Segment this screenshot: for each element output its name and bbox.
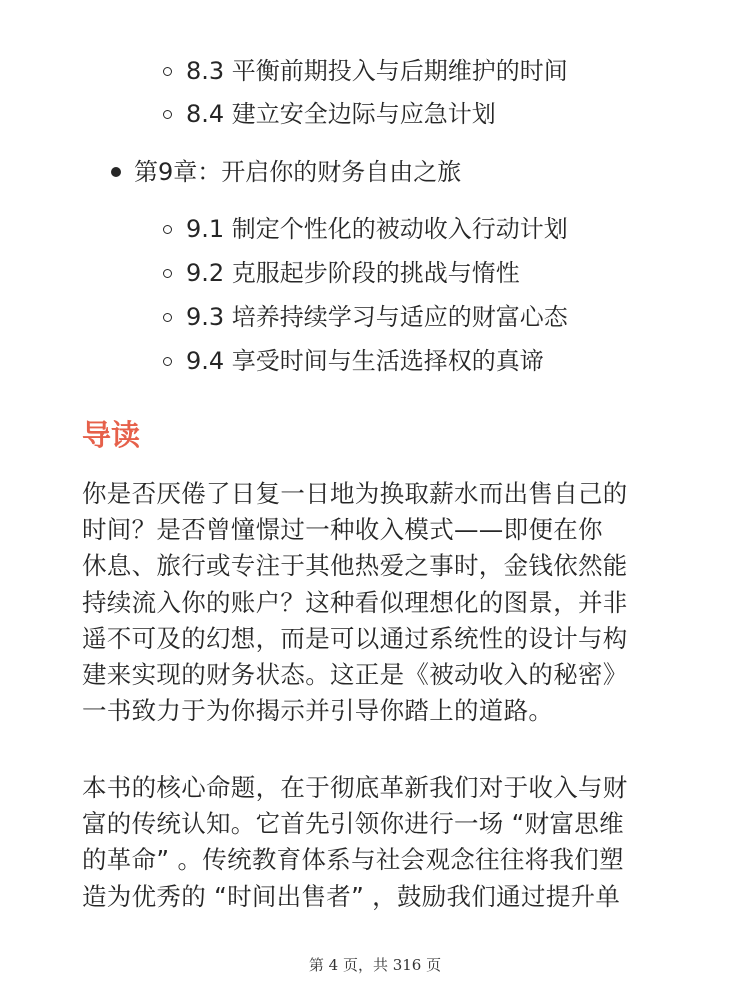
toc-chapter-9: 第9章：开启你的财务自由之旅 (134, 158, 462, 186)
hollow-bullet-icon (163, 313, 172, 322)
hollow-bullet-icon (163, 357, 172, 366)
paragraph-line: 时间？是否曾憧憬过一种收入模式——即便在你 (82, 515, 603, 545)
paragraph-line: 你是否厌倦了日复一日地为换取薪水而出售自己的 (82, 479, 628, 508)
paragraph-line: 富的传统认知。它首先引领你进行一场 “财富思维 (82, 809, 624, 839)
toc-item-8-3: 8.3 平衡前期投入与后期维护的时间 (186, 57, 568, 85)
hollow-bullet-icon (163, 67, 172, 76)
paragraph-line: 建来实现的财务状态。这正是《被动收入的秘密》 (82, 660, 628, 690)
paragraph-line: 休息、旅行或专注于其他热爱之事时，金钱依然能 (82, 551, 628, 581)
toc-item-9-1: 9.1 制定个性化的被动收入行动计划 (186, 215, 568, 243)
hollow-bullet-icon (163, 269, 172, 278)
paragraph-line: 造为优秀的 “时间出售者” ，鼓励我们通过提升单 (82, 881, 621, 911)
intro-paragraph-1 (82, 476, 682, 729)
paragraph-line: 遥不可及的幻想，而是可以通过系统性的设计与构 (82, 623, 628, 653)
page-number-footer: 第 4 页，共 316 页 (308, 956, 442, 974)
section-heading: 导读 (82, 418, 141, 452)
toc-item-8-4: 8.4 建立安全边际与应急计划 (186, 100, 496, 128)
hollow-bullet-icon (163, 110, 172, 119)
paragraph-line: 一书致力于为你揭示并引导你踏上的道路。 (82, 696, 554, 726)
paragraph-line: 持续流入你的账户？这种看似理想化的图景，并非 (82, 587, 628, 617)
paragraph-line: 的革命” 。传统教育体系与社会观念往往将我们塑 (82, 845, 624, 875)
hollow-bullet-icon (163, 225, 172, 234)
solid-bullet-icon (111, 167, 121, 177)
intro-paragraph-2 (82, 770, 682, 915)
toc-item-9-2: 9.2 克服起步阶段的挑战与惰性 (186, 259, 520, 287)
paragraph-line: 本书的核心命题，在于彻底革新我们对于收入与财 (82, 773, 628, 802)
toc-item-9-3: 9.3 培养持续学习与适应的财富心态 (186, 303, 568, 331)
toc-item-9-4: 9.4 享受时间与生活选择权的真谛 (186, 347, 544, 375)
